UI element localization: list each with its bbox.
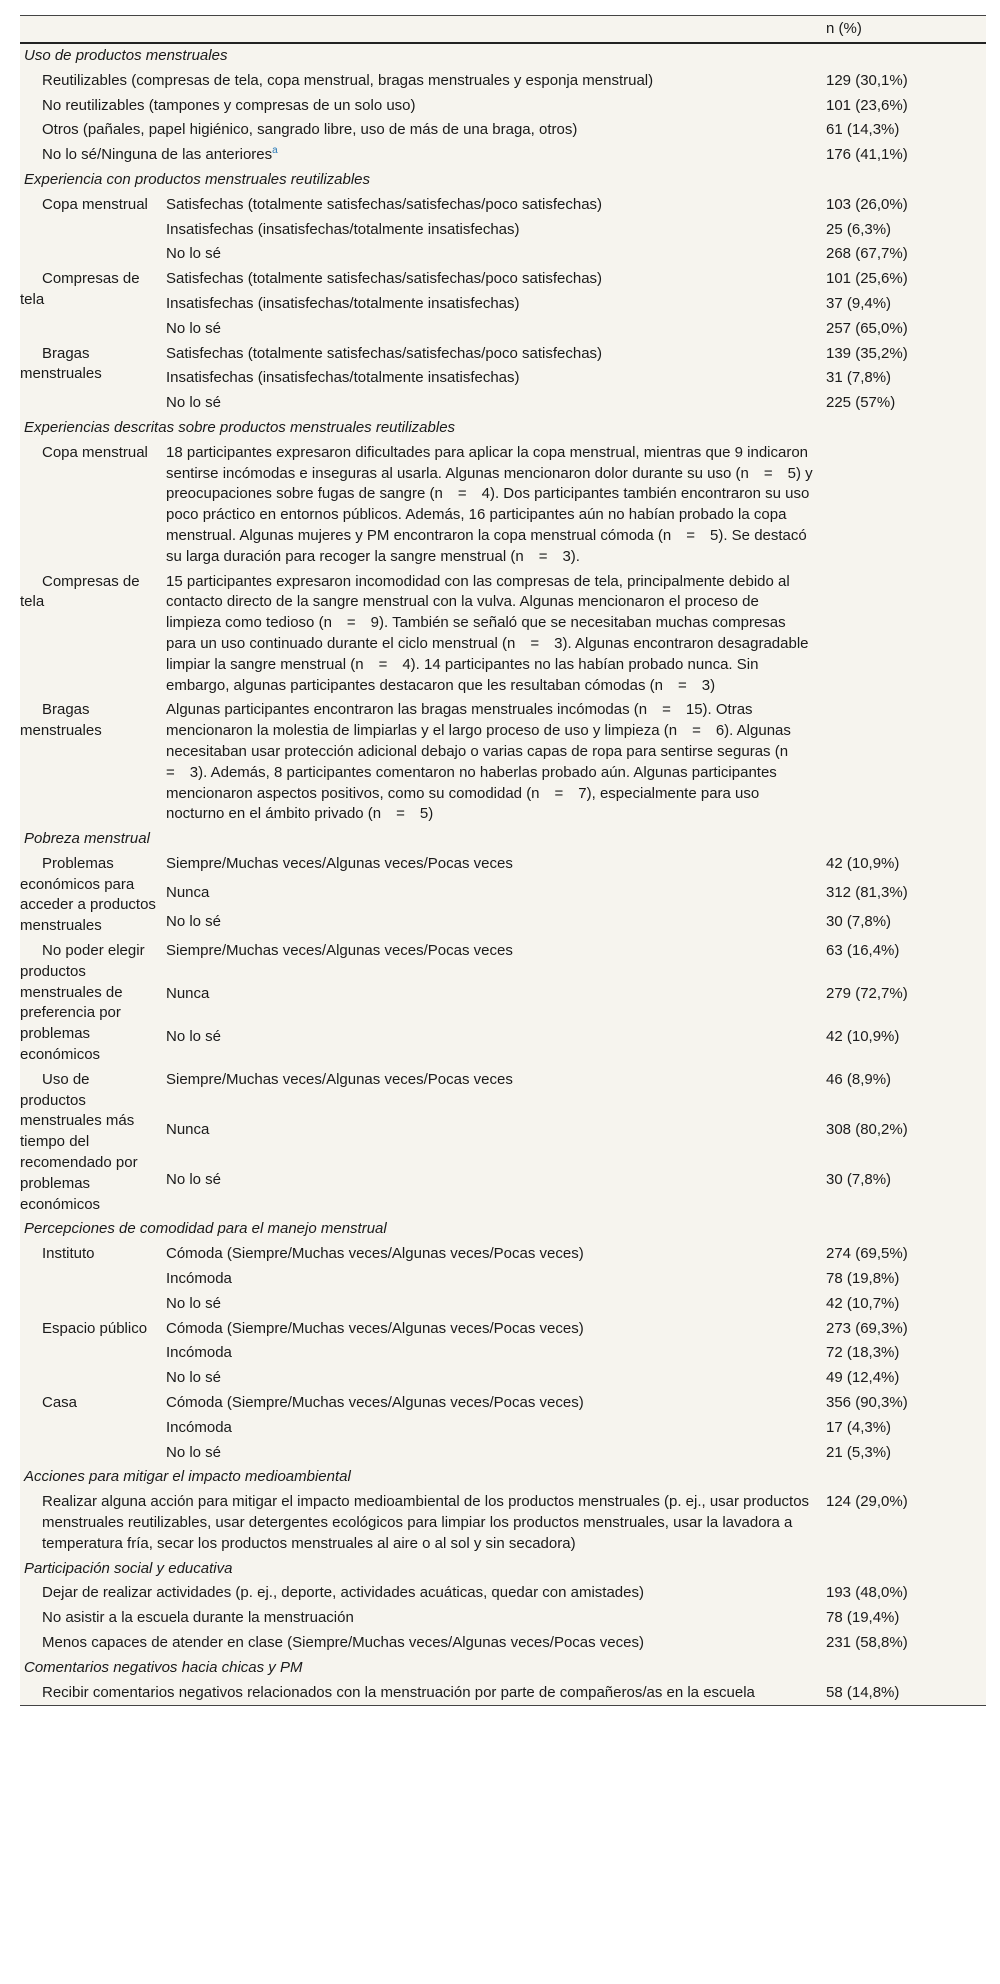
row-value: 225 (57%) (826, 394, 896, 412)
section-title: Percepciones de comodidad para el manejo menstrual (24, 1220, 387, 1238)
row-label (20, 1490, 818, 1556)
table-row (20, 267, 986, 292)
row-label-text: Menos capaces de atender en clase (Siempre/Muchas veces/Algunas veces/Pocas veces) (42, 1633, 644, 1651)
group-label: Bragas menstruales (20, 344, 102, 383)
section-row (20, 1656, 986, 1681)
table-row (20, 218, 986, 243)
table-row (20, 570, 986, 699)
table-row (20, 1391, 986, 1416)
row-label (20, 1631, 818, 1656)
group-label: Problemas económicos para acceder a productos menstruales (20, 854, 156, 935)
row-sublabel: Cómoda (Siempre/Muchas veces/Algunas veces/Pocas veces) (166, 1319, 584, 1337)
section-title: Pobreza menstrual (24, 830, 150, 848)
row-value: 63 (16,4%) (826, 942, 900, 960)
table-row (20, 1581, 986, 1606)
group-label: Instituto (42, 1245, 95, 1263)
row-value: 30 (7,8%) (826, 913, 892, 931)
header-row (20, 16, 986, 44)
row-value: 49 (12,4%) (826, 1369, 900, 1387)
results-table-container (20, 15, 986, 1706)
row-value: 257 (65,0%) (826, 319, 908, 337)
table-header (20, 16, 986, 44)
section-title: Comentarios negativos hacia chicas y PM (24, 1658, 303, 1676)
row-value (818, 698, 986, 827)
row-value: 101 (23,6%) (826, 96, 908, 114)
table-row (20, 1441, 986, 1466)
group-label: Casa (42, 1394, 78, 1412)
row-sublabel: Siempre/Muchas veces/Algunas veces/Pocas veces (166, 1070, 513, 1088)
row-value: 42 (10,9%) (826, 854, 900, 872)
group-label: Espacio público (42, 1319, 148, 1337)
table-row (20, 118, 986, 143)
row-value: 103 (26,0%) (826, 195, 908, 213)
row-sublabel: Cómoda (Siempre/Muchas veces/Algunas veces/Pocas veces) (166, 1394, 584, 1412)
table-row (20, 1267, 986, 1292)
header-empty-cell (162, 16, 818, 44)
row-value (818, 441, 986, 570)
header-empty-cell (20, 16, 162, 44)
table-row (20, 1416, 986, 1441)
row-value: 129 (30,1%) (826, 71, 908, 89)
row-label-text: No lo sé/Ninguna de las anteriores (42, 146, 273, 164)
row-value: 30 (7,8%) (826, 1170, 892, 1188)
table-row (20, 193, 986, 218)
table-row (20, 852, 986, 881)
row-value: 25 (6,3%) (826, 220, 892, 238)
row-value: 193 (48,0%) (826, 1584, 908, 1602)
row-label (20, 118, 818, 143)
section-title: Acciones para mitigar el impacto medioambiental (24, 1468, 351, 1486)
table-row (20, 1341, 986, 1366)
footnote-marker[interactable]: a (272, 145, 278, 157)
table-row (20, 1025, 986, 1068)
row-sublabel: Algunas participantes encontraron las bragas menstruales incómodas (n = 15). Otras mencionaron la molestia de limpiarlas y el largo proceso de uso y limpieza (n = 6). Algunas necesitaban usar protección adicional debajo o varias capas de ropa para sentirse seguras (n = 3). Además, 8 participantes comentaron no haberlas probado aún. Algunas participantes mencionaron aspectos positivos, como su comodidad (n = 7), especialmente para uso nocturno en el ámbito privado (n = 5) (166, 701, 804, 823)
group-label: Copa menstrual (42, 195, 148, 213)
section-title: Experiencias descritas sobre productos menstruales reutilizables (24, 418, 456, 436)
row-sublabel: Satisfechas (totalmente satisfechas/satisfechas/poco satisfechas) (166, 344, 603, 362)
table-row (20, 292, 986, 317)
row-sublabel: Satisfechas (totalmente satisfechas/satisfechas/poco satisfechas) (166, 270, 603, 288)
group-label: Compresas de tela (20, 270, 140, 308)
section-title: Uso de productos menstruales (24, 47, 228, 64)
group-label: Bragas menstruales (20, 701, 102, 740)
section-row (20, 1217, 986, 1242)
row-sublabel: No lo sé (166, 1170, 222, 1188)
row-value: 101 (25,6%) (826, 270, 908, 288)
row-value: 312 (81,3%) (826, 883, 908, 901)
table-row (20, 143, 986, 168)
row-value: 139 (35,2%) (826, 344, 908, 362)
section-row (20, 827, 986, 852)
row-sublabel: No lo sé (166, 1027, 222, 1045)
row-value: 78 (19,8%) (826, 1270, 900, 1288)
row-value: 308 (80,2%) (826, 1120, 908, 1138)
table-row (20, 1068, 986, 1118)
row-sublabel: No lo sé (166, 245, 222, 263)
row-value: 231 (58,8%) (826, 1633, 908, 1651)
table-row (20, 94, 986, 119)
row-sublabel: Incómoda (166, 1344, 232, 1362)
group-label: Compresas de tela (20, 572, 140, 611)
row-sublabel: Incómoda (166, 1418, 232, 1436)
row-sublabel: Nunca (166, 985, 210, 1002)
section-title: Experiencia con productos menstruales reutilizables (24, 170, 371, 188)
row-value: 21 (5,3%) (826, 1443, 892, 1461)
row-value: 42 (10,7%) (826, 1294, 900, 1312)
table-row (20, 910, 986, 939)
table-row (20, 698, 986, 827)
row-sublabel: No lo sé (166, 913, 222, 931)
row-sublabel: Insatisfechas (insatisfechas/totalmente insatisfechas) (166, 294, 520, 312)
table-row (20, 242, 986, 267)
section-row (20, 1557, 986, 1582)
row-value: 42 (10,9%) (826, 1027, 900, 1045)
row-sublabel: No lo sé (166, 1443, 222, 1461)
row-label (20, 1581, 818, 1606)
row-value: 279 (72,7%) (826, 985, 908, 1002)
row-sublabel: Insatisfechas (insatisfechas/totalmente insatisfechas) (166, 220, 520, 238)
row-value: 176 (41,1%) (826, 146, 908, 164)
table-row (20, 441, 986, 570)
row-sublabel: No lo sé (166, 394, 222, 412)
table-row (20, 982, 986, 1025)
row-label-text: Otros (pañales, papel higiénico, sangrado libre, uso de más de una braga, otros) (42, 121, 578, 139)
table-row (20, 366, 986, 391)
table-row (20, 1242, 986, 1267)
row-value: 58 (14,8%) (818, 1681, 986, 1706)
row-sublabel: Satisfechas (totalmente satisfechas/satisfechas/poco satisfechas) (166, 195, 603, 213)
section-row (20, 43, 986, 69)
group-label: Copa menstrual (42, 443, 148, 461)
table-row (20, 881, 986, 910)
table-row (20, 1366, 986, 1391)
table-row (20, 342, 986, 367)
table-row (20, 1606, 986, 1631)
table-row (20, 1118, 986, 1168)
row-label-text: Realizar alguna acción para mitigar el impacto medioambiental de los productos menstruales (p. ej., usar productos menstruales reutilizables, usar detergentes ecológicos para limpiar los productos menstruales, usar la lavadora a temperatura fría, secar los productos menstruales al aire o al sol y sin secadora) (42, 1493, 810, 1552)
table-row (20, 1631, 986, 1656)
group-label: Uso de productos menstruales más tiempo del recomendado por problemas económicos (20, 1070, 138, 1213)
row-label (20, 143, 818, 168)
header-n-percent: n (%) (818, 16, 986, 44)
row-label-text: Reutilizables (compresas de tela, copa menstrual, bragas menstruales y esponja menstrual) (42, 71, 654, 89)
row-label (20, 69, 818, 94)
row-sublabel: No lo sé (166, 1294, 222, 1312)
row-value: 268 (67,7%) (826, 245, 908, 263)
section-row (20, 416, 986, 441)
table-row (20, 1681, 986, 1706)
row-value: 273 (69,3%) (826, 1319, 908, 1337)
row-sublabel: Insatisfechas (insatisfechas/totalmente insatisfechas) (166, 369, 520, 387)
results-table (20, 15, 986, 1706)
table-row (20, 317, 986, 342)
row-value: 72 (18,3%) (826, 1344, 900, 1362)
section-title: Participación social y educativa (24, 1559, 233, 1577)
row-sublabel: Siempre/Muchas veces/Algunas veces/Pocas veces (166, 942, 513, 960)
row-label (20, 1606, 818, 1631)
table-row (20, 1317, 986, 1342)
row-sublabel: Cómoda (Siempre/Muchas veces/Algunas veces/Pocas veces) (166, 1245, 584, 1263)
table-row (20, 69, 986, 94)
row-value: 31 (7,8%) (826, 369, 892, 387)
row-value: 61 (14,3%) (826, 121, 900, 139)
section-row (20, 1465, 986, 1490)
table-row (20, 939, 986, 982)
row-value (818, 570, 986, 699)
row-sublabel: Nunca (166, 883, 210, 901)
table-body (20, 43, 986, 1706)
row-value: 124 (29,0%) (826, 1493, 908, 1511)
row-sublabel: No lo sé (166, 319, 222, 337)
row-label-text: Recibir comentarios negativos relacionados con la menstruación por parte de compañeros/as en la escuela (42, 1683, 755, 1701)
row-sublabel: Incómoda (166, 1270, 232, 1288)
table-row (20, 1490, 986, 1556)
row-label-text: Dejar de realizar actividades (p. ej., deporte, actividades acuáticas, quedar con amistades) (42, 1584, 644, 1602)
row-sublabel: No lo sé (166, 1369, 222, 1387)
row-sublabel: 15 participantes expresaron incomodidad con las compresas de tela, principalmente debido al contacto directo de la sangre menstrual con la vulva. Algunas mencionaron el proceso de limpieza como tedioso (n = 9). También se señaló que se necesitaban muchas compresas para un uso continuado durante el ciclo menstrual (n = 3). Algunas encontraron desagradable limpiar la sangre menstrual (n = 4). 14 participantes no las habían probado nunca. Sin embargo, algunas participantes destacaron que les resultaban cómodas (n = 3) (166, 572, 809, 694)
row-sublabel: Nunca (166, 1120, 210, 1138)
row-value: 274 (69,5%) (826, 1245, 908, 1263)
row-value: 46 (8,9%) (826, 1070, 892, 1088)
row-label (20, 94, 818, 119)
row-value: 78 (19,4%) (826, 1609, 900, 1627)
row-sublabel: 18 participantes expresaron dificultades para aplicar la copa menstrual, mientras que 9 indicaron sentirse incómodas e inseguras al usarla. Algunas mencionaron dolor durante su uso (n = 5) y preocupaciones sobre fugas de sangre (n = 4). Dos participantes también encontraron su uso poco práctico en entornos públicos. Además, 16 participantes aún no habían probado la copa menstrual. Algunas mujeres y PM encontraron la copa menstrual cómoda (n = 5). Se destacó su larga duración para recoger la sangre menstrual (n = 3). (166, 443, 813, 565)
row-label-text: No asistir a la escuela durante la menstruación (42, 1609, 354, 1627)
row-value: 17 (4,3%) (826, 1418, 892, 1436)
group-label: No poder elegir productos menstruales de preferencia por problemas económicos (20, 942, 145, 1064)
row-value: 37 (9,4%) (826, 294, 892, 312)
table-row (20, 391, 986, 416)
table-row (20, 1292, 986, 1317)
row-value: 356 (90,3%) (826, 1394, 908, 1412)
row-label (20, 1681, 818, 1706)
row-label-text: No reutilizables (tampones y compresas de un solo uso) (42, 96, 416, 114)
row-sublabel: Siempre/Muchas veces/Algunas veces/Pocas veces (166, 854, 513, 872)
section-row (20, 168, 986, 193)
table-row (20, 1168, 986, 1218)
